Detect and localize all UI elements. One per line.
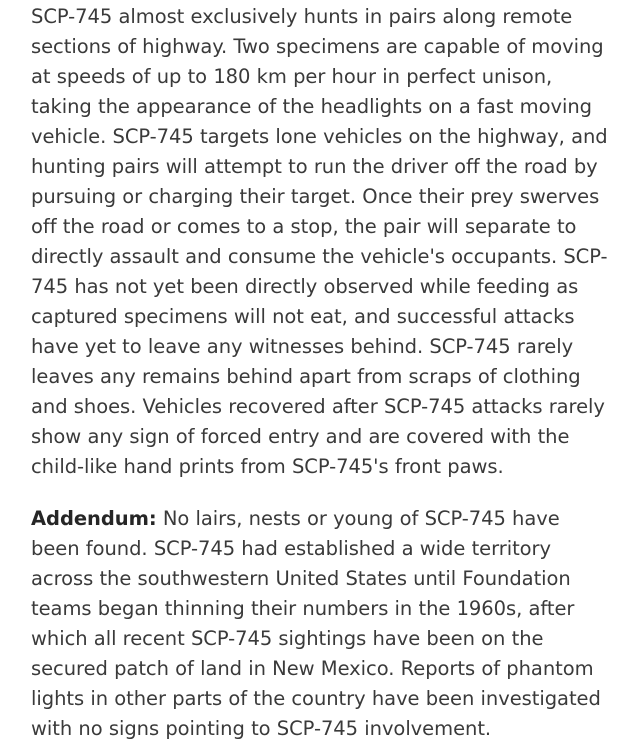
paragraph-addendum bbox=[31, 504, 612, 744]
paragraph-behavior-description bbox=[31, 2, 612, 482]
paragraph-text: SCP-745 almost exclusively hunts in pairs along remote sections of highway. Two specimens are capable of moving at speeds of up to 180 km per hour in perfect unison, taking the appearance of the headlights on a fast moving vehicle. SCP-745 targets lone vehicles on the highway, and hunting pairs will attempt to run the driver off the road by pursuing or charging their target. Once their prey swerves off the road or comes to a stop, the pair will separate to directly assault and consume the vehicle's occupants. SCP-745 has not yet been directly observed while feeding as captured specimens will not eat, and successful attacks have yet to leave any witnesses behind. SCP-745 rarely leaves any remains behind apart from scraps of clothing and shoes. Vehicles recovered after SCP-745 attacks rarely show any sign of forced entry and are covered with the child-like hand prints from SCP-745's front paws. bbox=[31, 5, 608, 478]
addendum-text: No lairs, nests or young of SCP-745 have been found. SCP-745 had established a wide territory across the southwestern United States until Foundation teams began thinning their numbers in the 1960s, after which all recent SCP-745 sightings have been on the secured patch of land in New Mexico. Reports of phantom lights in other parts of the country have been investigated with no signs pointing to SCP-745 involvement. bbox=[31, 507, 601, 740]
addendum-label: Addendum: bbox=[31, 507, 157, 530]
